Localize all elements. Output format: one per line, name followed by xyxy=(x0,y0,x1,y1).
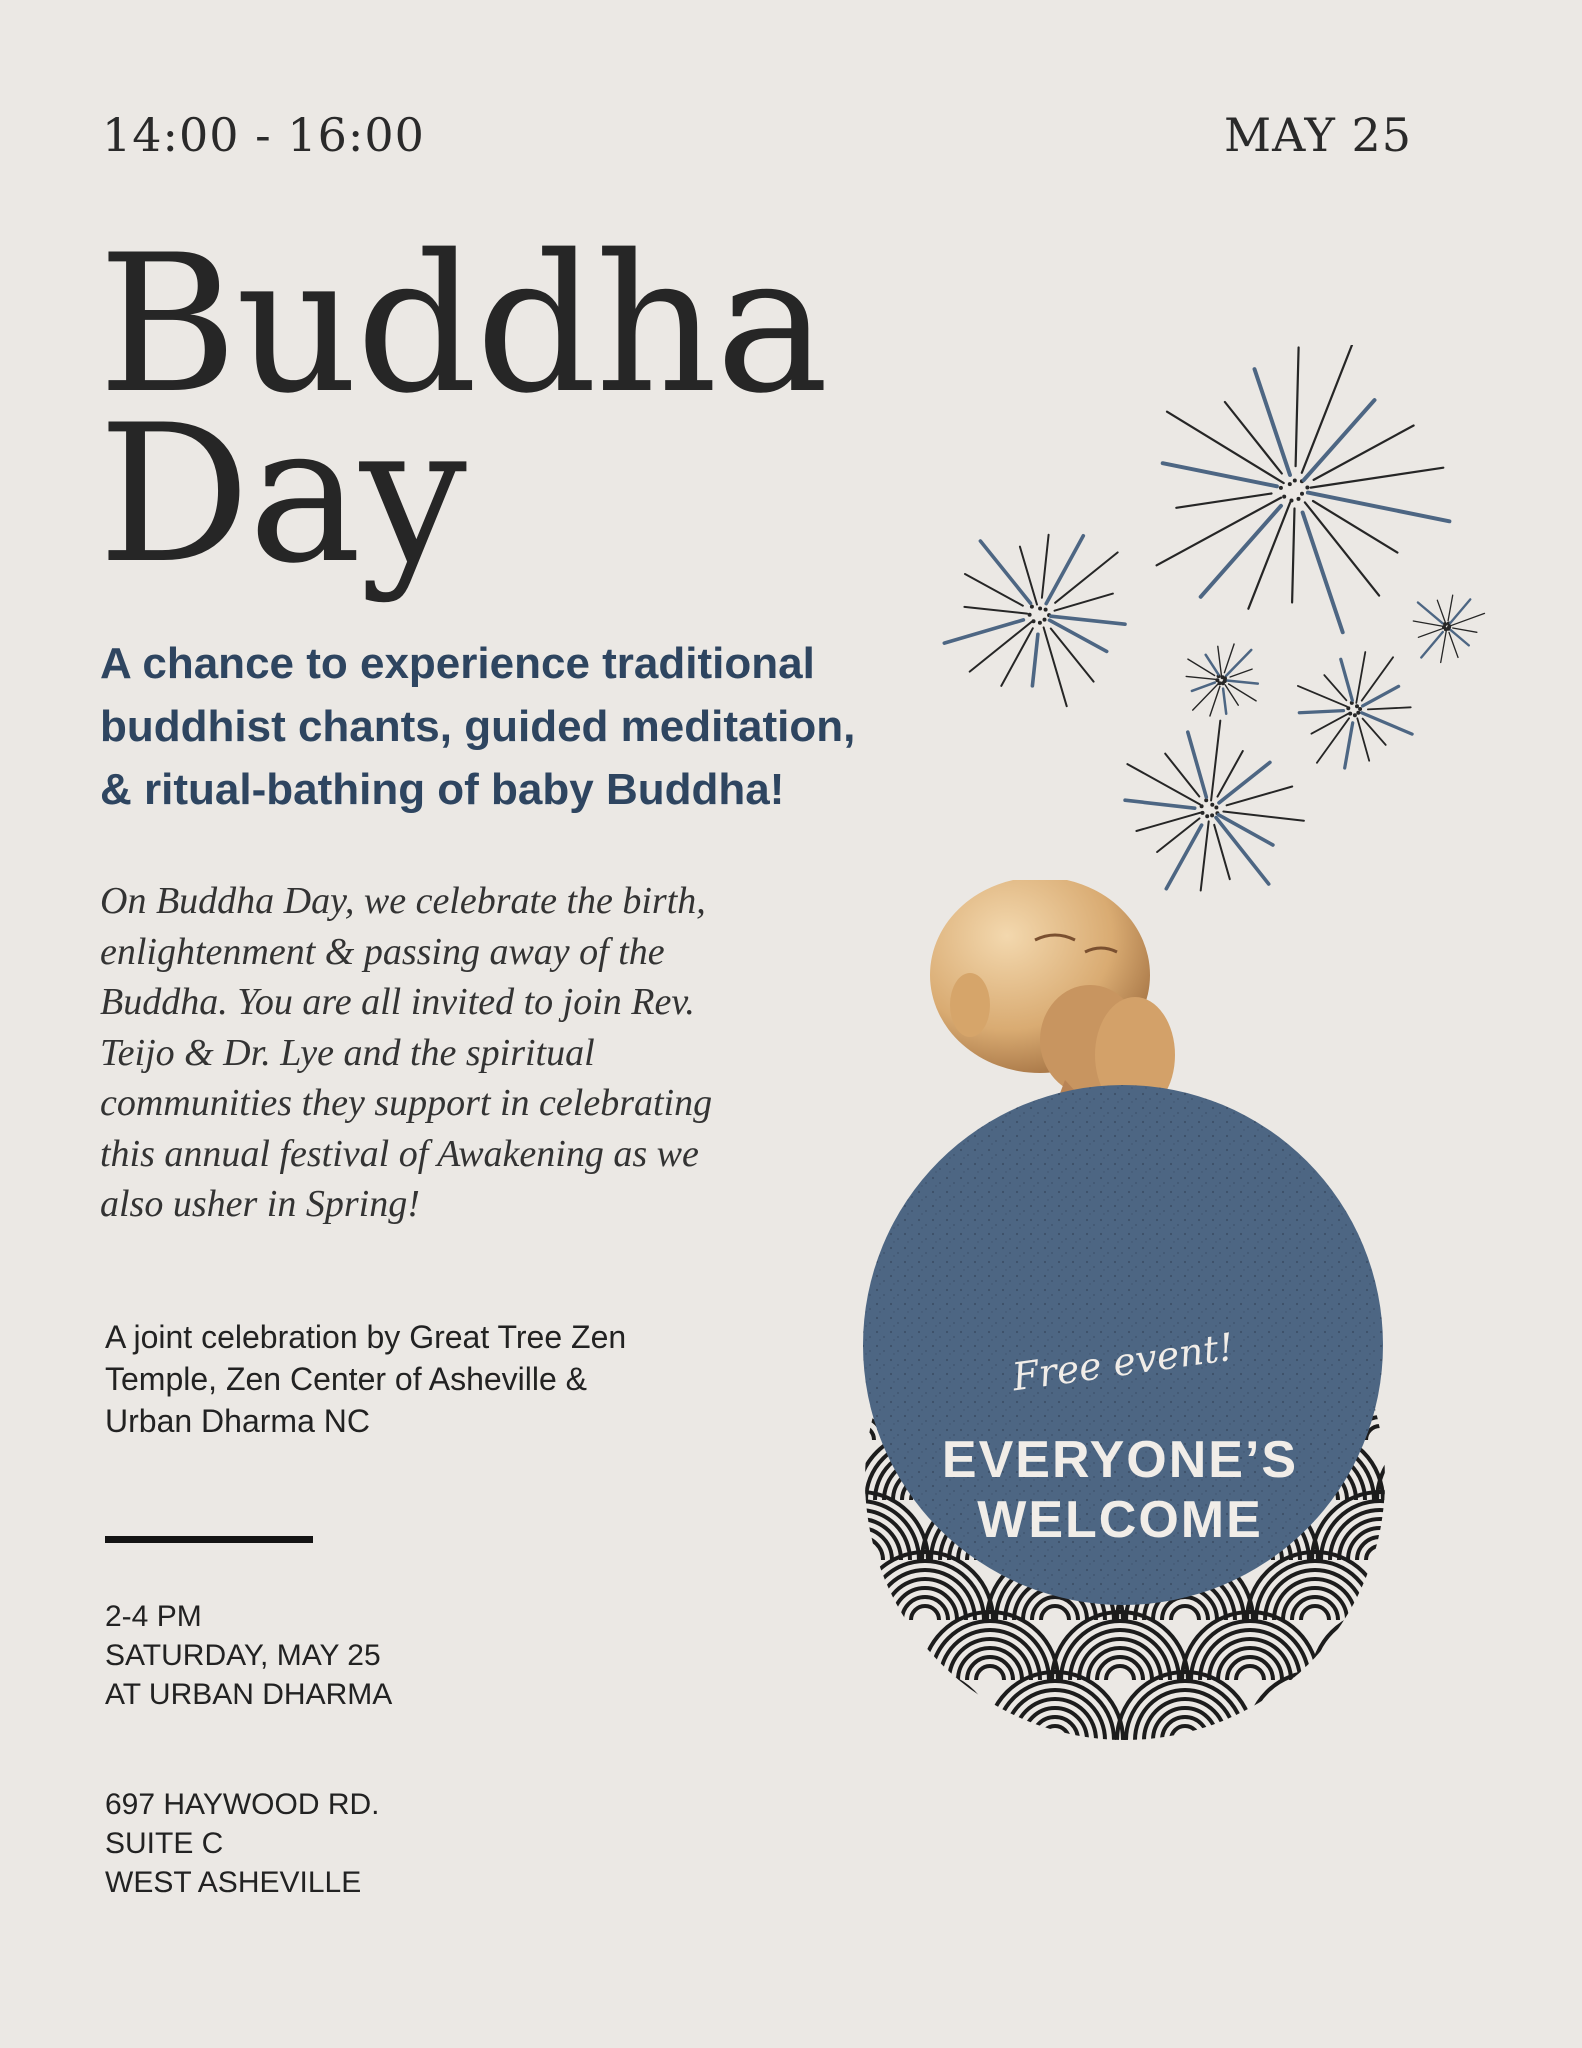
hosts-line-2: Temple, Zen Center of Asheville & xyxy=(105,1361,588,1397)
page-title xyxy=(98,214,827,605)
hosts-line-1: A joint celebration by Great Tree Zen xyxy=(105,1319,627,1355)
when-line-3: AT URBAN DHARMA xyxy=(105,1678,393,1711)
firework-burst-tiny xyxy=(1413,595,1484,662)
description-line-7: also usher in Spring! xyxy=(100,1183,420,1225)
firework-burst-mid xyxy=(1298,652,1412,768)
address-line-2: SUITE C xyxy=(105,1827,224,1860)
welcome-line-2: WELCOME xyxy=(977,1491,1263,1549)
when-line-1: 2-4 PM xyxy=(105,1600,202,1633)
fireworks-icon xyxy=(930,345,1490,925)
hosts-text xyxy=(105,1316,725,1442)
welcome-line-1: EVERYONE’S xyxy=(941,1431,1299,1489)
when-line-2: SATURDAY, MAY 25 xyxy=(105,1639,381,1672)
firework-burst-left xyxy=(944,535,1125,707)
title-line-2: Day xyxy=(98,384,465,605)
event-description xyxy=(100,876,780,1230)
firework-burst-large xyxy=(1157,345,1450,632)
subtitle xyxy=(100,632,980,821)
description-line-3: Buddha. You are all invited to join Rev. xyxy=(100,981,695,1023)
subtitle-line-2: buddhist chants, guided meditation, xyxy=(100,702,856,751)
firework-burst-bottom xyxy=(1125,721,1304,891)
welcome-heading xyxy=(920,1430,1320,1550)
description-line-2: enlightenment & passing away of the xyxy=(100,930,665,973)
hosts-line-3: Urban Dharma NC xyxy=(105,1403,370,1439)
title-line-1: Buddha xyxy=(98,214,827,435)
description-line-1: On Buddha Day, we celebrate the birth, xyxy=(100,880,706,922)
description-line-6: this annual festival of Awakening as we xyxy=(100,1132,699,1175)
subtitle-line-3: & ritual-bathing of baby Buddha! xyxy=(100,765,785,814)
firework-burst-small-1 xyxy=(1186,644,1258,716)
address-line-3: WEST ASHEVILLE xyxy=(105,1866,362,1899)
address-line-1: 697 HAYWOOD RD. xyxy=(105,1788,380,1821)
free-event-tag: Free event! xyxy=(1009,1324,1237,1400)
event-when xyxy=(105,1597,392,1714)
description-line-4: Teijo & Dr. Lye and the spiritual xyxy=(100,1031,595,1074)
event-time-header: 14:00 - 16:00 xyxy=(102,108,425,162)
description-line-5: communities they support in celebrating xyxy=(100,1082,713,1124)
divider xyxy=(105,1536,313,1543)
event-address xyxy=(105,1785,380,1902)
subtitle-line-1: A chance to experience traditional xyxy=(100,639,815,688)
event-date-header: MAY 25 xyxy=(1224,108,1412,162)
